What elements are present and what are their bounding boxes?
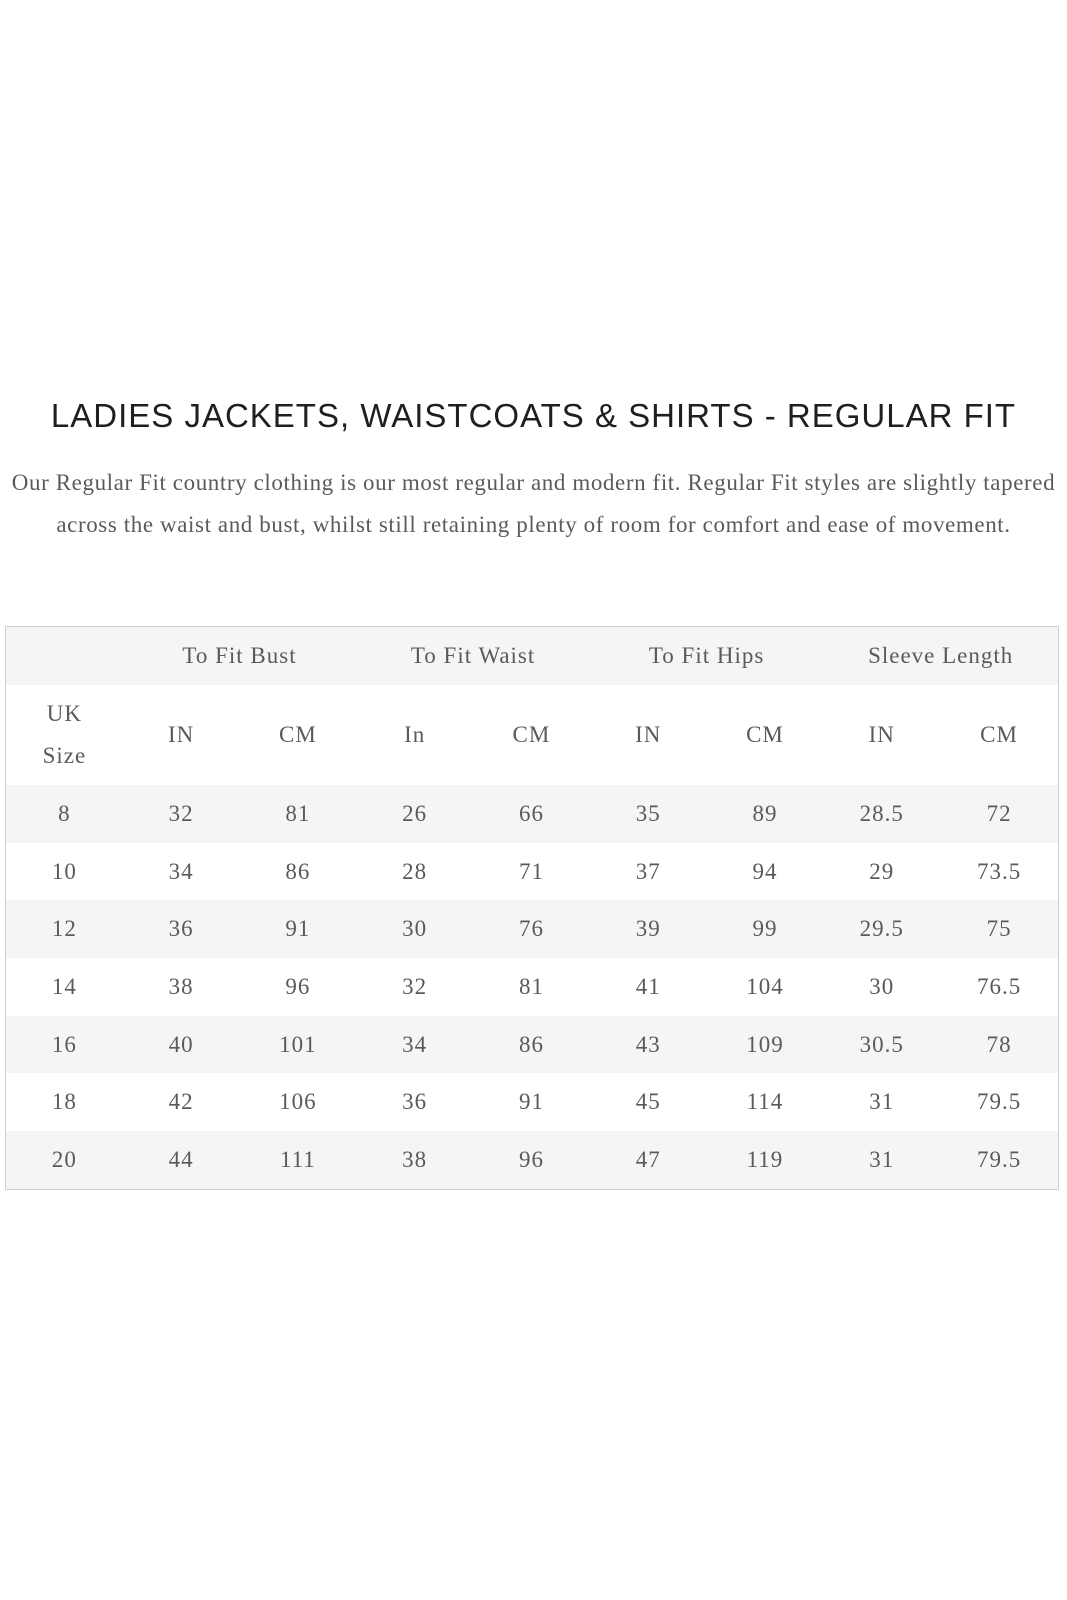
sleeve-in-cell: 29 — [869, 858, 895, 884]
sleeve-cm-cell: 76.5 — [976, 973, 1022, 999]
sleeve-in-cell: 31 — [869, 1089, 895, 1115]
hips-cm-cell: 99 — [752, 916, 778, 942]
group-header-hips: To Fit Hips — [648, 643, 765, 668]
bust-in-cell: 42 — [168, 1089, 194, 1115]
sleeve-in-cell: 31 — [869, 1146, 895, 1172]
hips-cm-cell: 104 — [746, 973, 784, 999]
hips-cm-cell: 109 — [746, 1031, 784, 1057]
table-row — [6, 843, 1058, 901]
bust-in-cell: 34 — [168, 858, 194, 884]
bust-cm-cell: 111 — [280, 1146, 316, 1172]
bust-in-cell: 40 — [168, 1031, 194, 1057]
sleeve-cm-cell: 75 — [986, 916, 1012, 942]
group-header-bust: To Fit Bust — [182, 643, 297, 668]
hips-in-cell: 35 — [635, 800, 661, 826]
sleeve-in-cell: 30 — [869, 973, 895, 999]
sleeve-cm-cell: 79.5 — [976, 1146, 1022, 1172]
bust-in-cell: 36 — [168, 916, 194, 942]
bust-cm-cell: 96 — [285, 973, 311, 999]
sleeve-in-cell: 28.5 — [859, 800, 904, 826]
waist-cm-cell: 76 — [518, 916, 544, 942]
bust-in-cell: 38 — [168, 973, 194, 999]
waist-in-cell: 26 — [402, 800, 428, 826]
waist-in-cell: 36 — [402, 1089, 428, 1115]
bust-cm-cell: 101 — [279, 1031, 317, 1057]
sleeve-cm-cell: 73.5 — [976, 858, 1022, 884]
hips-cm-cell: 94 — [752, 858, 778, 884]
waist-cm-cell: 81 — [518, 973, 544, 999]
hips-in-cell: 43 — [635, 1031, 661, 1057]
unit-bust-in: IN — [168, 722, 195, 747]
waist-in-cell: 32 — [402, 973, 428, 999]
sleeve-cm-cell: 78 — [986, 1031, 1012, 1057]
header-empty-cell — [6, 627, 123, 685]
sleeve-in-cell: 29.5 — [859, 916, 904, 942]
waist-cm-cell: 86 — [518, 1031, 544, 1057]
table-row — [6, 958, 1058, 1016]
unit-waist-in: In — [404, 722, 426, 747]
hips-in-cell: 37 — [635, 858, 661, 884]
unit-header-row — [6, 685, 1058, 785]
waist-cm-cell: 66 — [518, 800, 544, 826]
table-row — [6, 900, 1058, 958]
size-cell: 12 — [51, 916, 77, 942]
bust-in-cell: 32 — [168, 800, 194, 826]
size-cell: 8 — [58, 800, 71, 826]
waist-cm-cell: 96 — [518, 1146, 544, 1172]
hips-cm-cell: 119 — [746, 1146, 784, 1172]
unit-hips-cm: CM — [746, 722, 784, 747]
size-cell: 16 — [51, 1031, 77, 1057]
waist-in-cell: 38 — [402, 1146, 428, 1172]
sleeve-cm-cell: 72 — [986, 800, 1012, 826]
uk-size-header — [6, 685, 123, 785]
sleeve-in-cell: 30.5 — [859, 1031, 904, 1057]
uk-size-label-line2: Size — [42, 743, 87, 768]
page-title: LADIES JACKETS, WAISTCOATS & SHIRTS - REGULAR FIT — [50, 397, 1017, 434]
hips-in-cell: 47 — [635, 1146, 661, 1172]
unit-sleeve-in: IN — [868, 722, 895, 747]
waist-cm-cell: 71 — [518, 858, 544, 884]
waist-in-cell: 34 — [402, 1031, 428, 1057]
size-cell: 18 — [51, 1089, 77, 1115]
unit-hips-in: IN — [635, 722, 662, 747]
waist-in-cell: 30 — [402, 916, 428, 942]
size-cell: 10 — [51, 858, 77, 884]
unit-bust-cm: CM — [279, 722, 317, 747]
bust-cm-cell: 106 — [279, 1089, 317, 1115]
hips-cm-cell: 114 — [746, 1089, 784, 1115]
hips-cm-cell: 89 — [752, 800, 778, 826]
hips-in-cell: 39 — [635, 916, 661, 942]
bust-cm-cell: 81 — [285, 800, 311, 826]
table-row — [6, 1073, 1058, 1131]
bust-cm-cell: 91 — [285, 916, 311, 942]
unit-waist-cm: CM — [512, 722, 551, 747]
bust-cm-cell: 86 — [285, 858, 311, 884]
group-header-waist: To Fit Waist — [410, 643, 536, 668]
group-header-sleeve: Sleeve Length — [868, 643, 1014, 668]
unit-sleeve-cm: CM — [980, 722, 1018, 747]
size-cell: 14 — [51, 973, 77, 999]
intro-paragraph: Our Regular Fit country clothing is our most regular and modern fit. Regular Fit styles are slightly tapered across the waist and bust, whilst still retaining plenty of room for comfort and ease of movement. — [11, 470, 1056, 537]
hips-in-cell: 41 — [635, 973, 661, 999]
size-chart — [5, 626, 1059, 1190]
bust-in-cell: 44 — [168, 1146, 194, 1172]
group-header-row — [6, 627, 1058, 685]
size-table — [6, 627, 1058, 1189]
table-row — [6, 785, 1058, 843]
hips-in-cell: 45 — [635, 1089, 661, 1115]
sleeve-cm-cell: 79.5 — [976, 1089, 1022, 1115]
size-cell: 20 — [51, 1146, 77, 1172]
table-row — [6, 1131, 1058, 1189]
waist-cm-cell: 91 — [518, 1089, 544, 1115]
table-row — [6, 1016, 1058, 1074]
uk-size-label-line1: UK — [46, 701, 82, 726]
waist-in-cell: 28 — [402, 858, 428, 884]
